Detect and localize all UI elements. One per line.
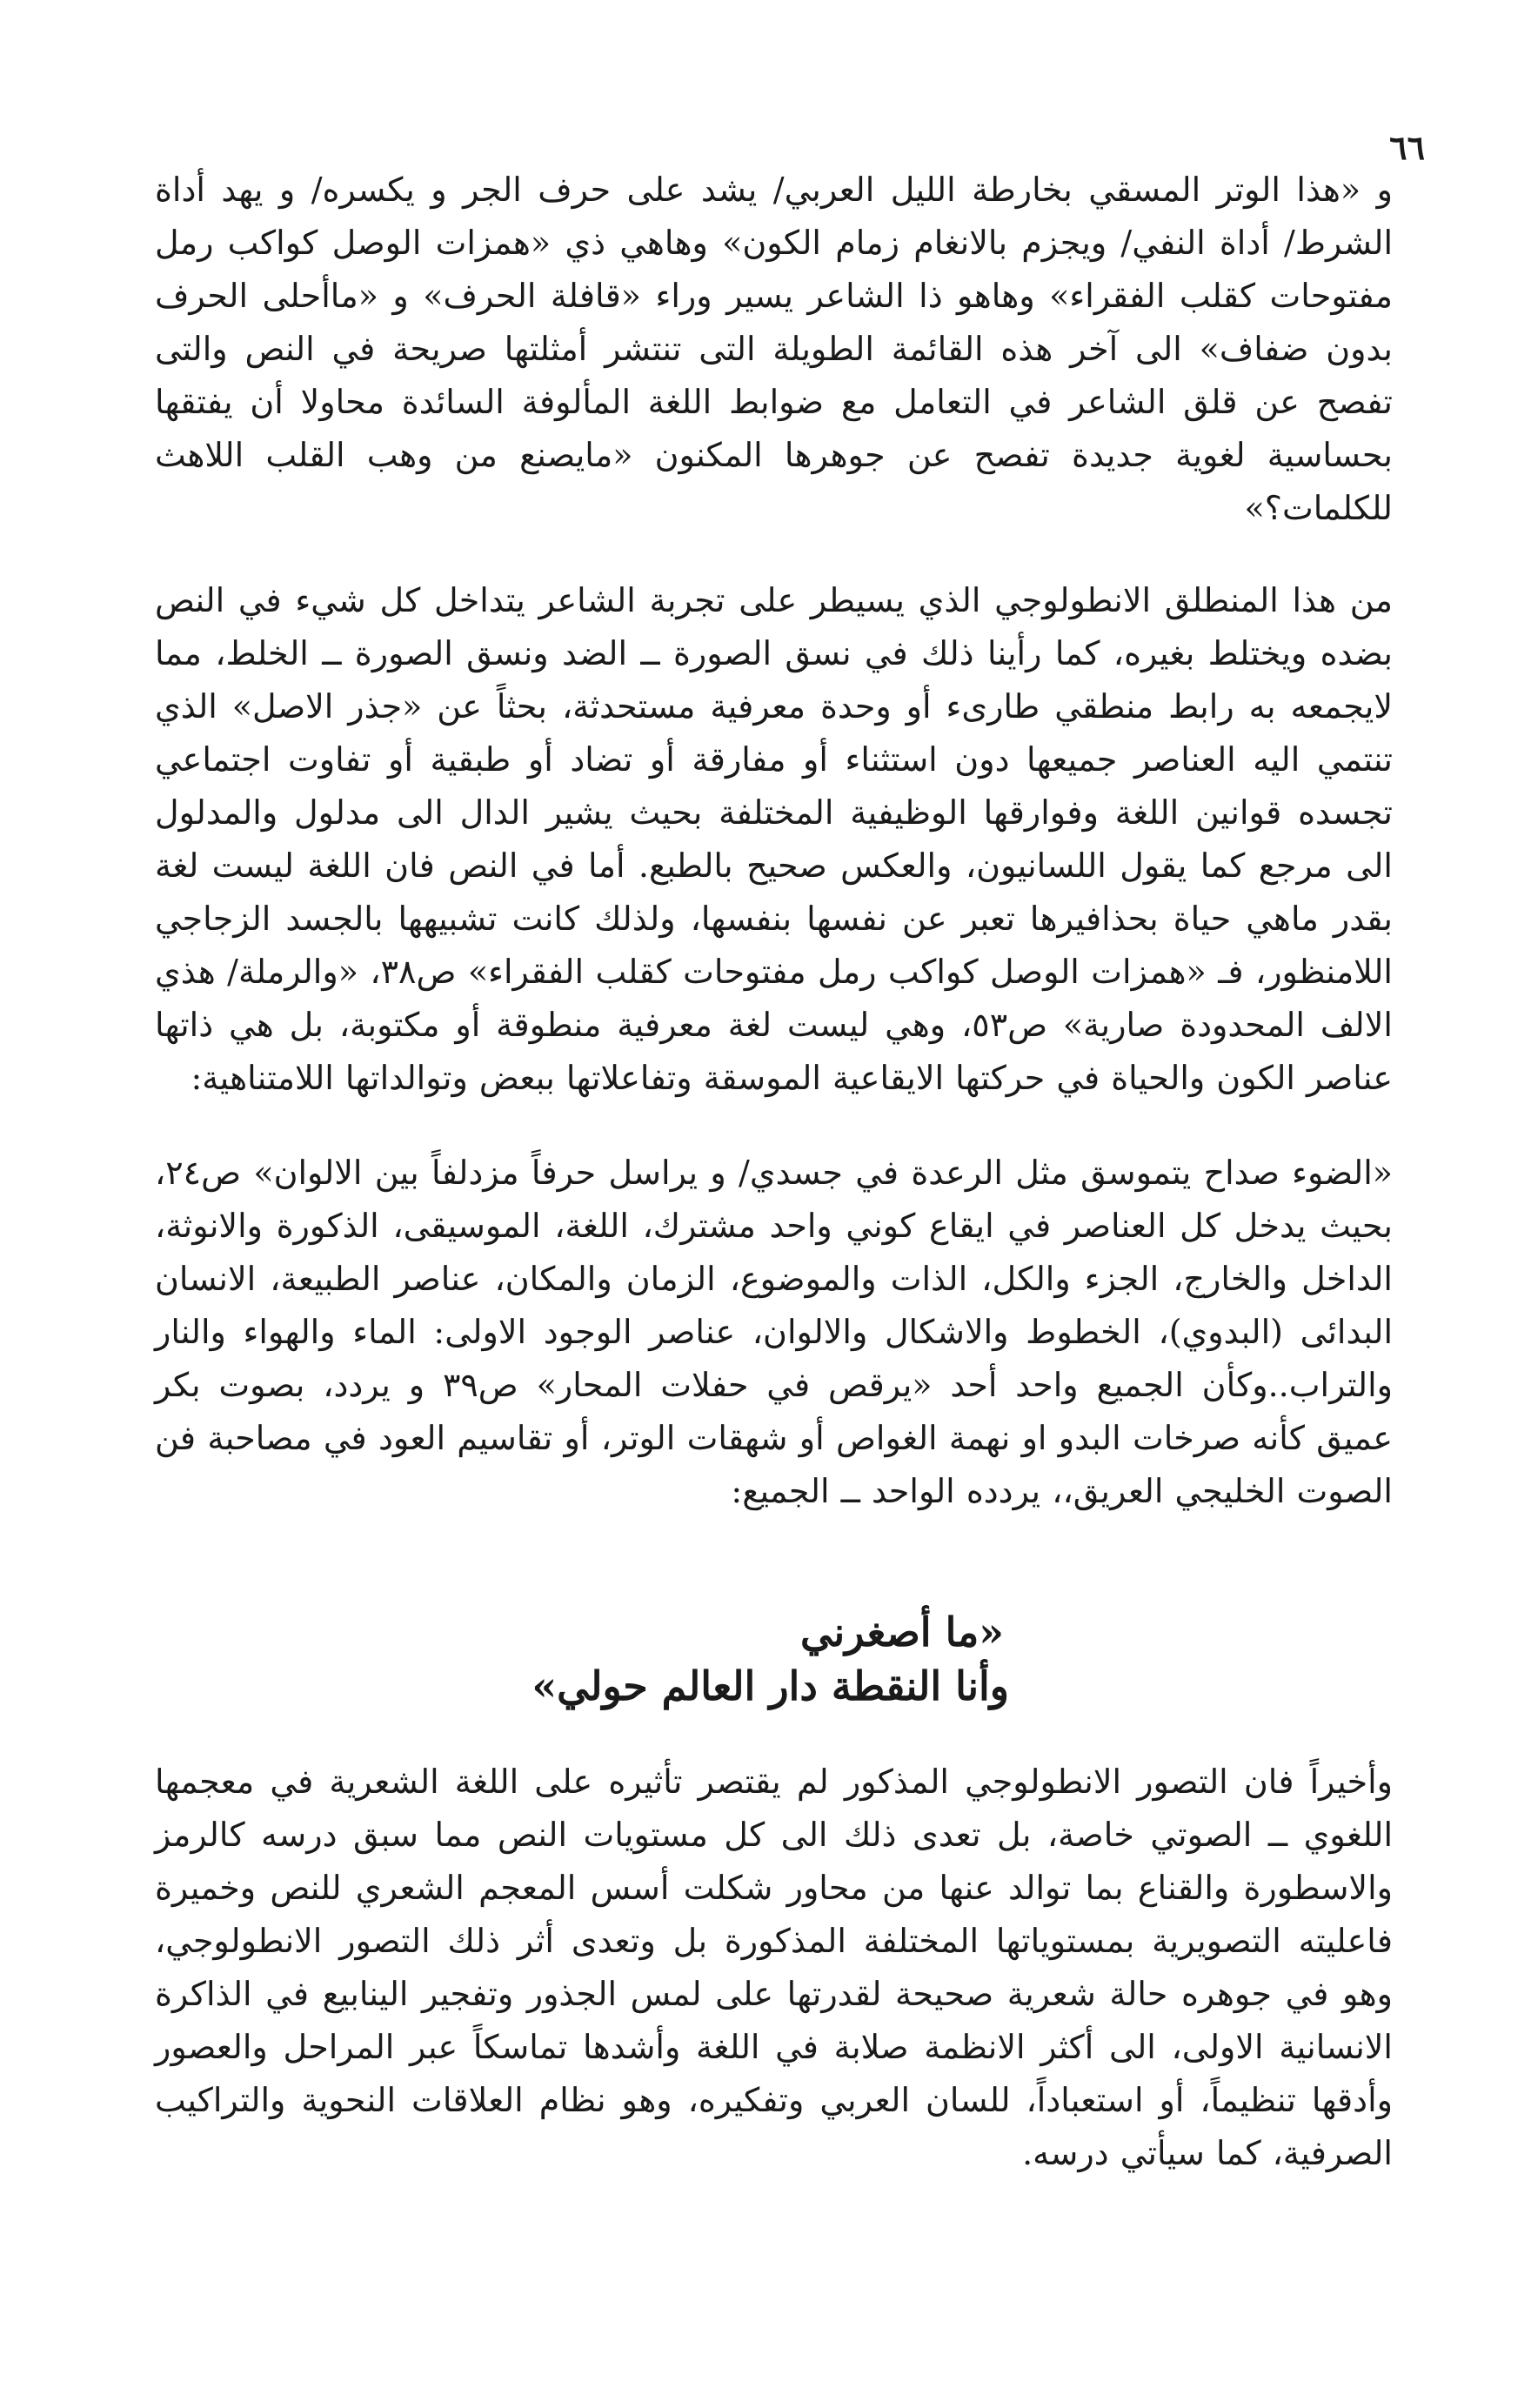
page-number: ٦٦ (1389, 128, 1425, 167)
verse-line-2: وأنا النقطة دار العالم حولي» (532, 1662, 1009, 1709)
paragraph-4: وأخيراً فان التصور الانطولوجي المذكور لم يقتصر تأثيره على اللغة الشعرية في معجمها اللغوي ــ الصوتي خاصة، بل تعدى ذلك الى كل مستويات النص مما سبق درسه كالرمز والاسطورة والقناع بما توالد عنها من محاور شكلت أسس المعجم الشعري للنص وخميرة فاعليته التصويرية بمستوياتها المختلفة المذكورة بل وتعدى أثر ذلك التصور الانطولوجي، وهو في جوهره حالة شعرية صحيحة لقدرتها على لمس الجذور وتفجير الينابيع في الذاكرة الانسانية الاولى، الى أكثر الانظمة صلابة في اللغة وأشدها تماسكاً عبر المراحل والعصور وأدقها تنظيماً، أو استعباداً، للسان العربي وتفكيره، وهو نظام العلاقات النحوية والتراكيب الصرفية، كما سيأتي درسه. (155, 1763, 1393, 2172)
paragraph-3: «الضوء صداح يتموسق مثل الرعدة في جسدي/ و يراسل حرفاً مزدلفاً بين الالوان» ص٢٤، بحيث يدخل كل العناصر في ايقاع كوني واحد مشترك، اللغة، الموسيقى، الذكورة والانوثة، الداخل والخارج، الجزء والكل، الذات والموضوع، الزمان والمكان، عناصر الطبيعة، الانسان البدائى (البدوي)، الخطوط والاشكال والالوان، عناصر الوجود الاولى: الماء والهواء والنار والتراب..وكأن الجميع واحد أحد «يرقص في حفلات المحار» ص٣٩ و يردد، بصوت بكر عميق كأنه صرخات البدو او نهمة الغواص أو شهقات الوتر، أو تقاسيم العود في مصاحبة فن الصوت الخليجي العريق،، يردده الواحد ــ الجميع: (155, 1154, 1393, 1510)
paragraph-1: و «هذا الوتر المسقي بخارطة الليل العربي/ يشد على حرف الجر و يكسره/ و يهد أداة الشرط/ أداة النفي/ ويجزم بالانغام زمام الكون» وهاهي ذي «همزات الوصل كواكب رمل مفتوحات كقلب الفقراء» وهاهو ذا الشاعر يسير وراء «قافلة الحرف» و «ماأحلى الحرف بدون ضفاف» الى آخر هذه القائمة الطويلة التى تنتشر أمثلتها صريحة في النص والتى تفصح عن قلق الشاعر في التعامل مع ضوابط اللغة المألوفة السائدة محاولا أن يفتقها بحساسية لغوية جديدة تفصح عن جوهرها المكنون «مايصنع من وهب القلب اللاهث للكلمات؟» (155, 171, 1393, 527)
verse-line-1: «ما أصغرني (800, 1609, 1004, 1656)
paragraph-2: من هذا المنطلق الانطولوجي الذي يسيطر على تجربة الشاعر يتداخل كل شيء في النص بضده ويختلط بغيره، كما رأينا ذلك في نسق الصورة ــ الضد ونسق الصورة ــ الخلط، مما لايجمعه به رابط منطقي طارىء أو وحدة معرفية مستحدثة، بحثاً عن «جذر الاصل» الذي تنتمي اليه العناصر جميعها دون استثناء أو مفارقة أو تضاد أو طبقية أو تفاوت اجتماعي تجسده قوانين اللغة وفوارقها الوظيفية المختلفة بحيث يشير الدال الى مدلول والمدلول الى مرجع كما يقول اللسانيون، والعكس صحيح بالطبع. أما في النص فان اللغة ليست لغة بقدر ماهي حياة بحذافيرها تعبر عن نفسها بنفسها، ولذلك كانت تشبيهها بالجسد الزجاجي اللامنظور، فـ «همزات الوصل كواكب رمل مفتوحات كقلب الفقراء» ص٣٨، «والرملة/ هذي الالف المحدودة صارية» ص٥٣، وهي ليست لغة معرفية منطوقة أو مكتوبة، بل هي ذاتها عناصر الكون والحياة في حركتها الايقاعية الموسقة وتفاعلاتها ببعض وتوالداتها اللامتناهية: (155, 581, 1393, 1097)
